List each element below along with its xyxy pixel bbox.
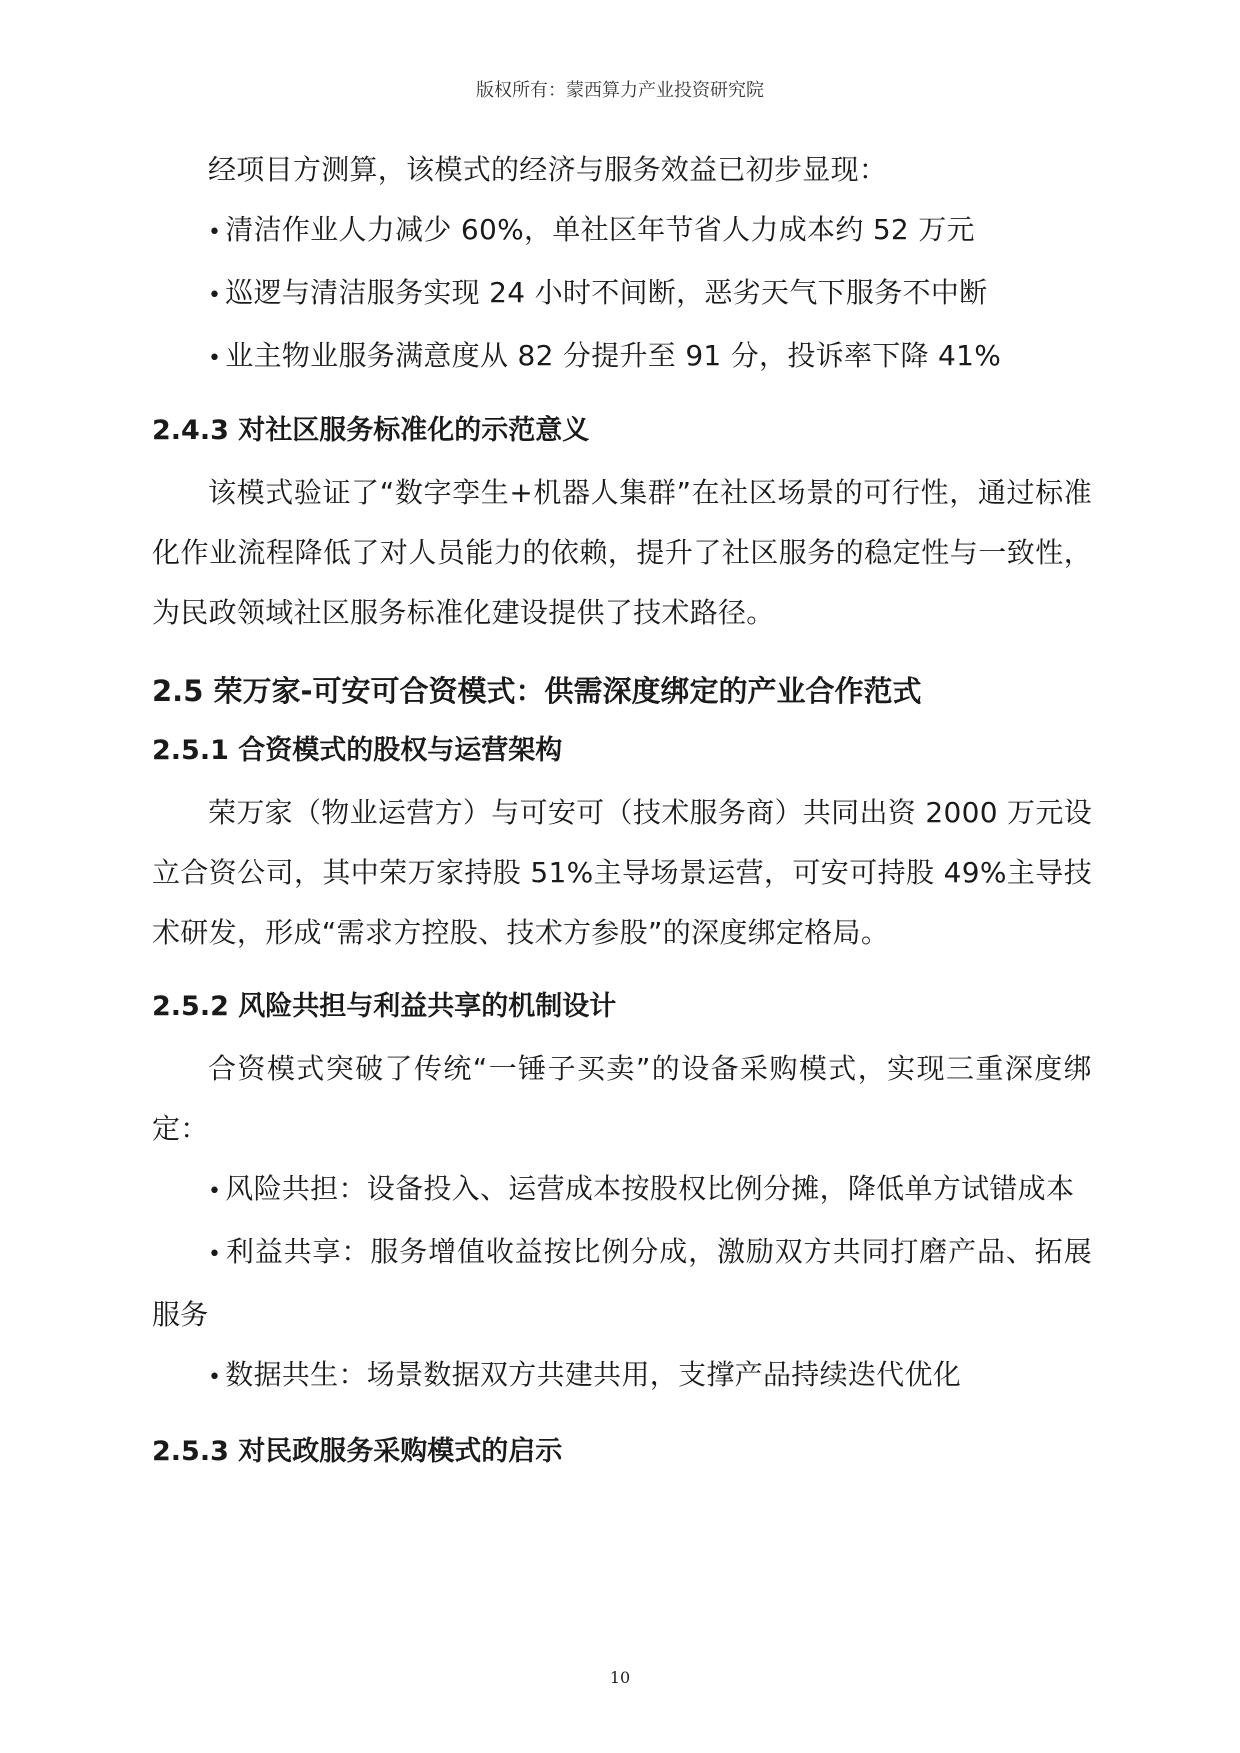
bullet-icon: • (208, 1365, 222, 1390)
paragraph-benefits-intro: 经项目方测算，该模式的经济与服务效益已初步显现： (208, 153, 888, 186)
heading-2-5-1: 2.5.1 合资模式的股权与运营架构 (152, 735, 563, 766)
bullet-text: 数据共生：场景数据双方共建共用，支撑产品持续迭代优化 (225, 1358, 962, 1391)
heading-2-5-3: 2.5.3 对民政服务采购模式的启示 (152, 1436, 563, 1467)
bullet-icon: • (208, 346, 222, 371)
bullet-text: 业主物业服务满意度从 82 分提升至 91 分，投诉率下降 41% (225, 339, 1002, 372)
bullet-icon: • (208, 220, 222, 245)
bullet-text: 巡逻与清洁服务实现 24 小时不间断，恶劣天气下服务不中断 (225, 276, 988, 309)
bullet-item-profit (152, 1222, 1092, 1345)
page-number: 10 (609, 1668, 631, 1687)
bullet-icon: • (208, 283, 222, 308)
paragraph-binding-intro: 合资模式突破了传统“一锤子买卖”的设备采购模式，实现三重深度绑定： (152, 1052, 1092, 1145)
document-body (152, 140, 1092, 1472)
bullet-text: 清洁作业人力减少 60%，单社区年节省人力成本约 52 万元 (225, 213, 975, 246)
paragraph-standardization: 该模式验证了“数字孪生+机器人集群”在社区场景的可行性，通过标准化作业流程降低了对人员能力的依赖，提升了社区服务的稳定性与一致性，为民政领域社区服务标准化建设提供了技术路径。 (152, 476, 1092, 629)
bullet-item-labor (152, 200, 1092, 263)
heading-2-4-3: 2.4.3 对社区服务标准化的示范意义 (152, 415, 590, 446)
page-header: 版权所有：蒙西算力产业投资研究院 (476, 80, 764, 101)
bullet-item-24h (152, 263, 1092, 326)
bullet-icon: • (208, 1242, 222, 1267)
bullet-text: 风险共担：设备投入、运营成本按股权比例分摊，降低单方试错成本 (225, 1172, 1075, 1205)
bullet-item-risk (152, 1159, 1092, 1222)
bullet-text: 利益共享：服务增值收益按比例分成，激励双方共同打磨产品、拓展服务 (152, 1235, 1092, 1331)
heading-2-5: 2.5 荣万家-可安可合资模式：供需深度绑定的产业合作范式 (152, 674, 922, 708)
bullet-icon: • (208, 1179, 222, 1204)
heading-2-5-2: 2.5.2 风险共担与利益共享的机制设计 (152, 991, 617, 1022)
paragraph-equity-structure: 荣万家（物业运营方）与可安可（技术服务商）共同出资 2000 万元设立合资公司，其中荣万家持股 51%主导场景运营，可安可持股 49%主导技术研发，形成“需求方控股、技术方参股”的深度绑定格局。 (152, 796, 1092, 949)
bullet-item-data (152, 1345, 1092, 1408)
bullet-item-satisfaction (152, 326, 1092, 389)
